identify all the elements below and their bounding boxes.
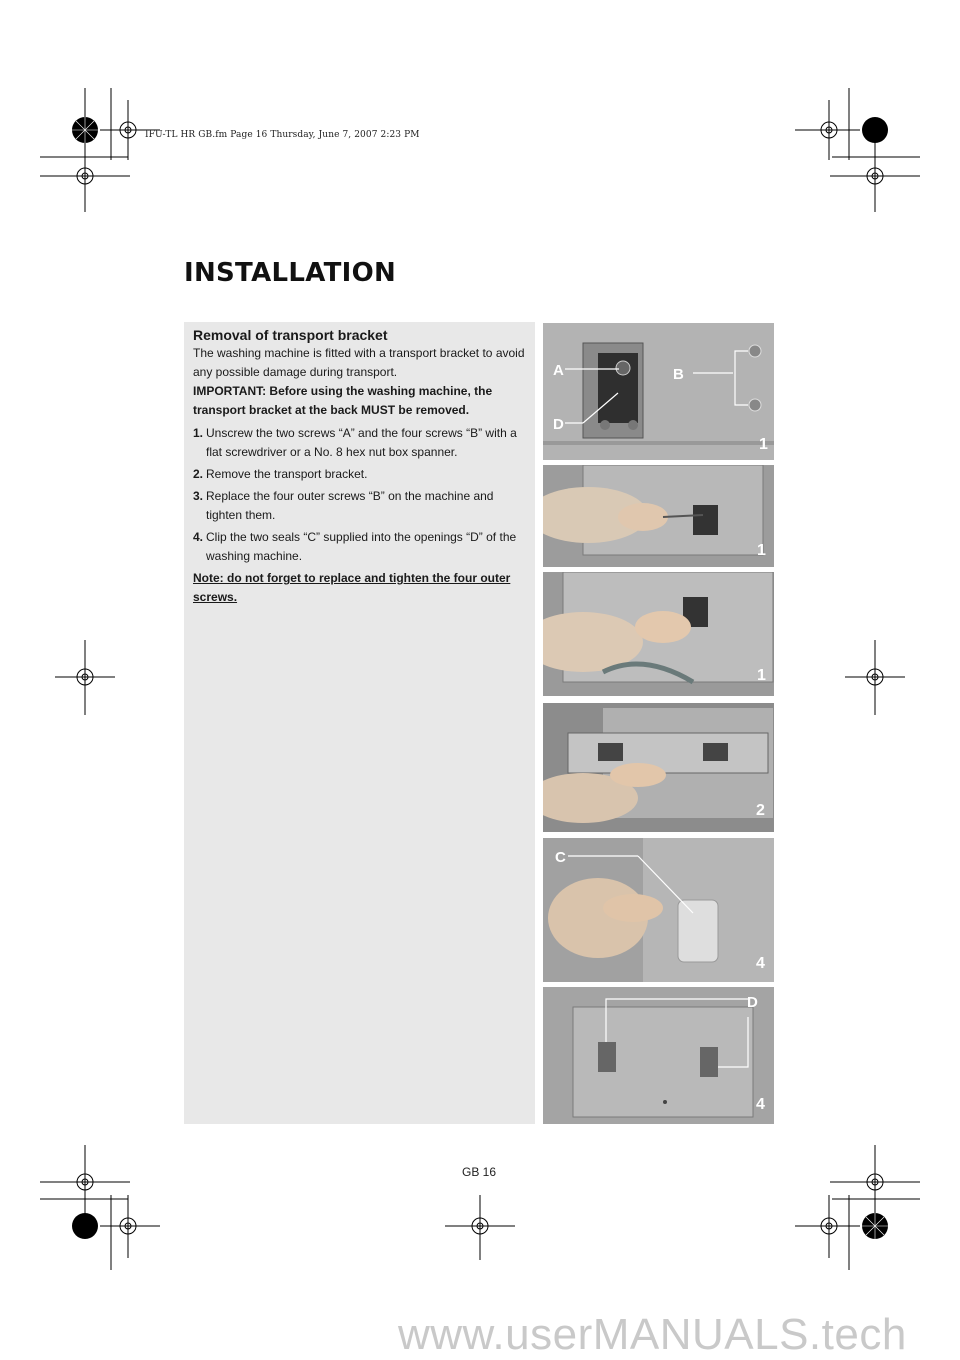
step-number: 2. bbox=[193, 467, 204, 481]
step-number: 4. bbox=[193, 530, 204, 544]
photo-seals-fitted bbox=[543, 987, 774, 1124]
photo-step: 1 bbox=[757, 667, 766, 684]
photo-step: 1 bbox=[757, 542, 766, 559]
page-title: INSTALLATION bbox=[184, 258, 397, 288]
photo-label: A bbox=[553, 362, 564, 379]
photo-unscrew bbox=[543, 465, 774, 567]
photo-step: 1 bbox=[759, 436, 768, 453]
steps-list bbox=[193, 424, 528, 566]
step-text: Unscrew the two screws “A” and the four screws “B” with a flat screwdriver or a No. 8 hex nut box spanner. bbox=[206, 426, 517, 459]
photo-step: 2 bbox=[756, 802, 765, 819]
note-text: Note: do not forget to replace and tighten the four outer screws. bbox=[193, 571, 511, 604]
file-info-header: IFU-TL HR GB.fm Page 16 Thursday, June 7, 2007 2:23 PM bbox=[145, 130, 420, 140]
instructions bbox=[193, 326, 528, 607]
photo-remove-bracket bbox=[543, 703, 774, 832]
photo-label: B bbox=[673, 366, 684, 383]
important-notice: IMPORTANT: Before using the washing machine, the transport bracket at the back MUST be removed. bbox=[193, 384, 493, 417]
page-number: GB 16 bbox=[462, 1165, 497, 1179]
photo-label: D bbox=[747, 994, 758, 1011]
photo-remove-screws bbox=[543, 572, 774, 696]
photo-label: D bbox=[553, 416, 564, 433]
photo-step: 4 bbox=[756, 955, 765, 972]
step-item bbox=[193, 424, 528, 462]
intro-text: The washing machine is fitted with a transport bracket to avoid any possible damage during transport. bbox=[193, 346, 525, 379]
step-text: Clip the two seals “C” supplied into the openings “D” of the washing machine. bbox=[206, 530, 517, 563]
step-number: 3. bbox=[193, 489, 204, 503]
section-heading: Removal of transport bracket bbox=[193, 327, 388, 343]
step-item bbox=[193, 465, 528, 484]
step-item bbox=[193, 528, 528, 566]
photo-bracket-screws bbox=[543, 323, 774, 460]
photo-seal bbox=[543, 838, 774, 982]
watermark: www.userMANUALS.tech bbox=[398, 1310, 907, 1359]
step-item bbox=[193, 487, 528, 525]
step-text: Replace the four outer screws “B” on the machine and tighten them. bbox=[206, 489, 494, 522]
photo-step: 4 bbox=[756, 1096, 765, 1113]
step-text: Remove the transport bracket. bbox=[206, 467, 368, 481]
photo-label: C bbox=[555, 849, 566, 866]
step-number: 1. bbox=[193, 426, 204, 440]
